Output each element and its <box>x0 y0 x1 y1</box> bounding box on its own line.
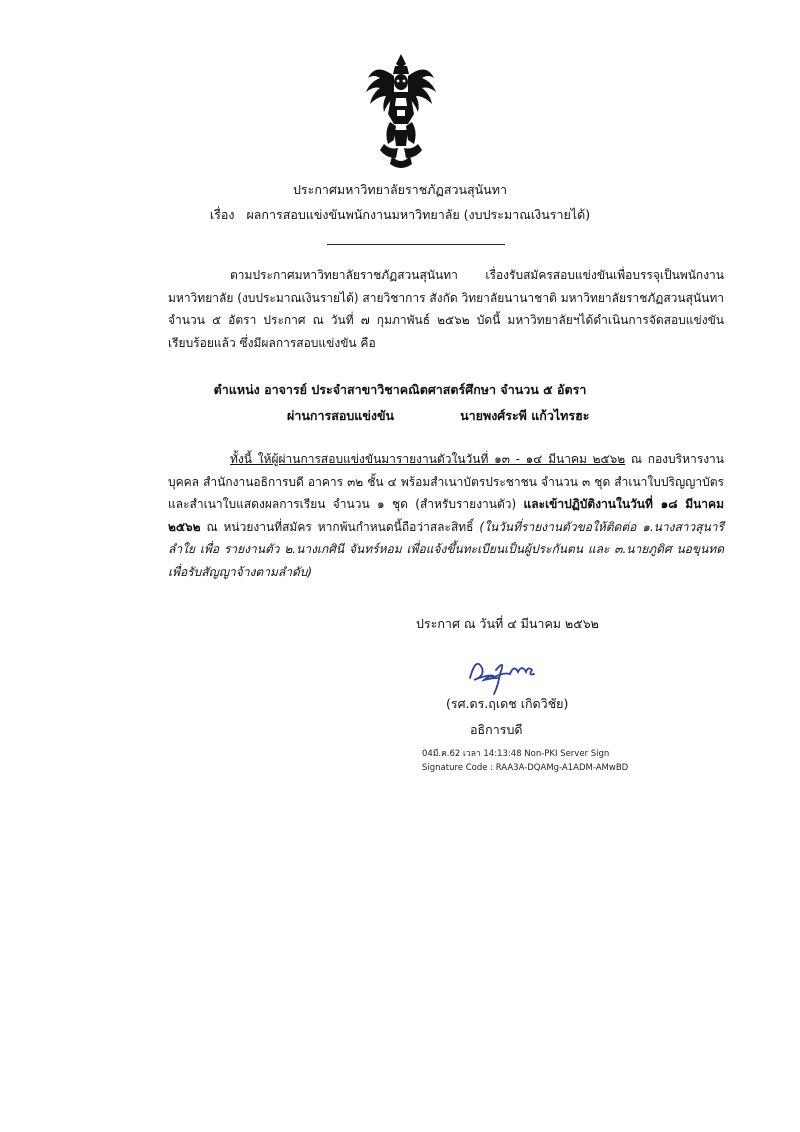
result-line <box>287 406 589 426</box>
intro-text: ตามประกาศมหาวิทยาลัยราชภัฏสวนสุนันทา เรื่องรับสมัครสอบแข่งขันเพื่อบรรจุเป็นพนักงานมหาวิทยาลัย (งบประมาณเงินรายได้) สายวิชาการ สังกัด วิทยาลัยนานาชาติ มหาวิทยาลัยราชภัฏสวนสุนันทา จำนวน ๕ อัตรา ประกาศ ณ วันที่ ๗ กุมภาพันธ์ ๒๕๖๒ บัดนี้ มหาวิทยาลัยฯได้ดำเนินการจัดสอบแข่งขันเรียบร้อยแล้ว ซึ่งมีผลการสอบแข่งขัน คือ <box>168 268 724 350</box>
report-location: ณ กองบริหารงานบุคคล สำนักงานอธิการบดี อาคาร ๓๒ ชั้น ๔ พร้อมสำเนาบัตรประชาชน จำนวน ๓ ชุด สำเนาใบปริญญาบัตรและสำเนาใบแสดงผลการเรียน จำนวน ๑ ชุด (สำหรับรายงานตัว) <box>168 452 724 511</box>
sign-timestamp: 04มี.ค.62 เวลา 14:13:48 Non-PKI Server Sign <box>422 749 610 759</box>
signatory-title: อธิการบดี <box>470 722 523 737</box>
garuda-emblem-icon <box>362 52 440 170</box>
forfeit-note: ณ หน่วยงานที่สมัคร หากพ้นกำหนดนี้ถือว่าสละสิทธิ์ <box>200 519 480 534</box>
header-divider <box>327 244 505 245</box>
candidate-name: นายพงศ์ระพี แก้วไทรฮะ <box>460 408 590 423</box>
org-title: ประกาศมหาวิทยาลัยราชภัฏสวนสุนันทา <box>293 182 507 197</box>
report-dates: ทั้งนี้ ให้ผู้ผ่านการสอบแข่งขันมารายงานตัวในวันที่ ๑๓ - ๑๔ มีนาคม ๒๕๖๒ <box>230 452 626 466</box>
intro-paragraph <box>168 264 724 354</box>
subject-line <box>0 205 800 225</box>
signatory-name: (รศ.ดร.ฤเดช เกิดวิชัย) <box>446 696 569 711</box>
start-work-date: และเข้าปฏิบัติงานในวันที่ ๑๘ มีนาคม ๒๕๖๒ <box>168 497 724 534</box>
signature-code: Signature Code : RAA3A-DQAMg-A1ADM-AMwBD <box>422 763 629 773</box>
result-label: ผ่านการสอบแข่งขัน <box>287 408 395 423</box>
signature-image <box>462 648 562 696</box>
contact-note: (ในวันที่รายงานตัวขอให้ติดต่อ ๑.นางสาวสุนารี ลำใย เพื่อ รายงานตัว ๒.นางเกศินี จันทร์หอม เพื่อแจ้งขึ้นทะเบียนเป็นผู้ประกันตน และ ๓.นายภูดิศ นอขุนทด เพื่อรับสัญญาจ้างตามลำดับ) <box>168 519 724 579</box>
report-paragraph <box>168 448 724 583</box>
subject-text: ผลการสอบแข่งขันพนักงานมหาวิทยาลัย (งบประมาณเงินรายได้) <box>246 207 591 222</box>
announce-date: ประกาศ ณ วันที่ ๔ มีนาคม ๒๕๖๒ <box>416 616 599 631</box>
subject-label: เรื่อง <box>209 207 235 222</box>
position-title: ตำแหน่ง อาจารย์ ประจำสาขาวิชาคณิตศาสตร์ศึกษา จำนวน ๕ อัตรา <box>213 382 587 397</box>
